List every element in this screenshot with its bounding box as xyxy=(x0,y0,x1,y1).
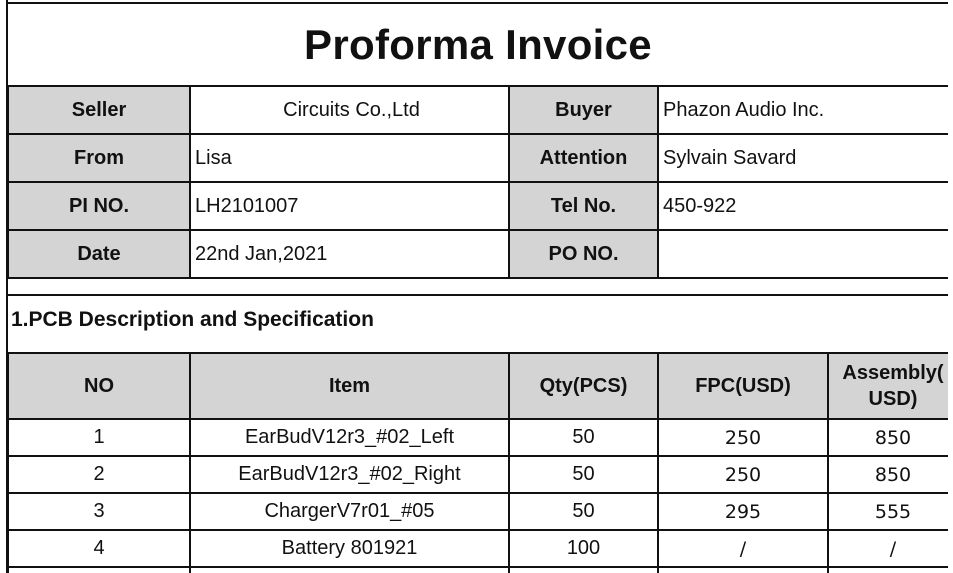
section-title: 1.PCB Description and Specification xyxy=(11,308,374,331)
row-no: 1 xyxy=(8,419,190,456)
info-row-seller xyxy=(8,86,953,134)
row-fpc: 295 xyxy=(658,493,828,530)
info-row-from xyxy=(8,134,953,182)
row-qty: 50 xyxy=(509,493,658,530)
seller-value: Circuits Co.,Ltd xyxy=(190,86,509,134)
row-partial-cell xyxy=(8,567,190,573)
info-row-date xyxy=(8,230,953,278)
invoice-info-table xyxy=(7,85,953,279)
table-row xyxy=(8,456,953,493)
header-no: NO xyxy=(8,353,190,419)
right-edge-mask xyxy=(948,0,953,573)
row-item: EarBudV12r3_#02_Left xyxy=(190,419,509,456)
header-assembly-line1: Assembly( xyxy=(842,362,944,384)
row-item: EarBudV12r3_#02_Right xyxy=(190,456,509,493)
po-no-label: PO NO. xyxy=(509,230,658,278)
row-partial-cell xyxy=(190,567,509,573)
items-header-row xyxy=(8,353,953,419)
buyer-label: Buyer xyxy=(509,86,658,134)
header-assembly xyxy=(828,353,953,419)
row-assembly: 555 xyxy=(828,493,953,530)
header-qty: Qty(PCS) xyxy=(509,353,658,419)
date-value: 22nd Jan,2021 xyxy=(190,230,509,278)
row-qty: 50 xyxy=(509,456,658,493)
table-row xyxy=(8,419,953,456)
pi-no-value: LH2101007 xyxy=(190,182,509,230)
section-divider xyxy=(7,294,953,296)
info-row-pi xyxy=(8,182,953,230)
row-no: 4 xyxy=(8,530,190,567)
row-assembly: 850 xyxy=(828,419,953,456)
table-row xyxy=(8,493,953,530)
buyer-value: Phazon Audio Inc. xyxy=(658,86,953,134)
row-item: ChargerV7r01_#05 xyxy=(190,493,509,530)
row-no: 3 xyxy=(8,493,190,530)
table-row xyxy=(8,530,953,567)
attention-value: Sylvain Savard xyxy=(658,134,953,182)
header-fpc: FPC(USD) xyxy=(658,353,828,419)
row-qty: 100 xyxy=(509,530,658,567)
date-label: Date xyxy=(8,230,190,278)
po-no-value xyxy=(658,230,953,278)
row-partial-cell xyxy=(658,567,828,573)
row-no: 2 xyxy=(8,456,190,493)
row-qty: 50 xyxy=(509,419,658,456)
row-assembly: / xyxy=(828,530,953,567)
pi-no-label: PI NO. xyxy=(8,182,190,230)
row-item: Battery 801921 xyxy=(190,530,509,567)
items-table xyxy=(7,352,953,573)
tel-no-value: 450-922 xyxy=(658,182,953,230)
row-partial-cell xyxy=(509,567,658,573)
invoice-title: Proforma Invoice xyxy=(304,21,652,68)
row-partial-cell xyxy=(828,567,953,573)
seller-label: Seller xyxy=(8,86,190,134)
from-label: From xyxy=(8,134,190,182)
row-fpc: 250 xyxy=(658,419,828,456)
row-assembly: 850 xyxy=(828,456,953,493)
row-fpc: / xyxy=(658,530,828,567)
row-fpc: 250 xyxy=(658,456,828,493)
header-item: Item xyxy=(190,353,509,419)
attention-label: Attention xyxy=(509,134,658,182)
table-row-partial xyxy=(8,567,953,573)
tel-no-label: Tel No. xyxy=(509,182,658,230)
header-assembly-line2: USD) xyxy=(868,388,918,410)
from-value: Lisa xyxy=(190,134,509,182)
